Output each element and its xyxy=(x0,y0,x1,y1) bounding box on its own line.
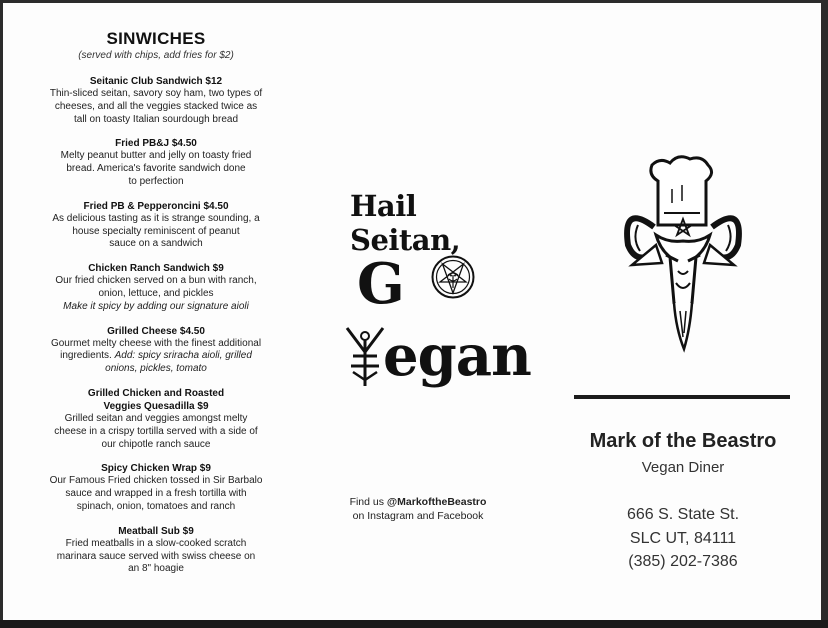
menu-title: SINWICHES xyxy=(106,29,206,48)
menu-item-desc-line: Melty peanut butter and jelly on toasty fried xyxy=(60,150,252,162)
menu-item-desc-line: house specialty reminiscent of peanut xyxy=(72,225,240,237)
menu-item-desc-line: cheese in a crispy tortilla served with a side of xyxy=(54,425,258,437)
menu-item xyxy=(36,325,276,376)
social-info xyxy=(343,495,493,523)
address-city: SLC UT, 84111 xyxy=(629,530,737,547)
menu-item-name: Grilled Chicken and Roasted xyxy=(87,387,225,399)
sigil-of-baphomet-icon xyxy=(431,255,475,299)
menu-item-desc-line: Our fried chicken served on a bun with ranch, xyxy=(55,275,257,287)
instagram-handle: @MarkoftheBeastro xyxy=(386,496,487,508)
menu-item-desc-line: Fried meatballs in a slow-cooked scratch xyxy=(65,537,247,549)
menu-item xyxy=(36,262,276,313)
slogan-vegan: egan xyxy=(383,323,531,389)
menu-item-note: Make it spicy by adding our signature aioli xyxy=(63,300,249,312)
goat-chef-icon xyxy=(618,153,748,353)
menu-item xyxy=(36,387,276,451)
social-platforms: on Instagram and Facebook xyxy=(352,510,484,522)
slogan-panel xyxy=(303,3,533,623)
menu-item xyxy=(36,462,276,513)
menu-item-name: Meatball Sub $9 xyxy=(118,525,194,537)
menu-item-desc-line: Grilled seitan and veggies amongst melty xyxy=(64,412,248,424)
menu-item-desc-line: As delicious tasting as it is strange sounding, a xyxy=(52,212,260,224)
menu-item xyxy=(36,137,276,188)
menu-item-name: Veggies Quesadilla $9 xyxy=(103,400,209,412)
menu-item-note: Add: spicy sriracha aioli, grilled xyxy=(114,350,252,362)
divider-line xyxy=(574,395,790,399)
address-street: 666 S. State St. xyxy=(626,506,740,523)
menu-item-name: Chicken Ranch Sandwich $9 xyxy=(88,263,224,275)
menu-subtitle: (served with chips, add fries for $2) xyxy=(78,50,234,61)
menu-item-desc-line: our chipotle ranch sauce xyxy=(101,438,211,450)
menu-item-desc-line: marinara sauce served with swiss cheese on xyxy=(56,550,256,562)
menu-item-desc-text: Gourmet melty cheese with the finest additional xyxy=(50,337,262,349)
background-edge xyxy=(0,620,828,628)
menu-item-desc-line: sauce and wrapped in a fresh tortilla with xyxy=(65,488,247,500)
menu-item-desc-line: Thin-sliced seitan, savory soy ham, two types of xyxy=(49,88,263,99)
menu-item-name: Fried PB & Pepperoncini $4.50 xyxy=(83,200,229,212)
social-prefix: Find us xyxy=(349,496,387,508)
menu-sheet xyxy=(3,3,821,620)
menu-item-desc-line: spinach, onion, tomatoes and ranch xyxy=(76,500,236,512)
menu-item-desc-line: onion, lettuce, and pickles xyxy=(98,287,214,299)
menu-item-desc-line: tall on toasty Italian sourdough bread xyxy=(74,113,238,125)
menu-item-desc-line: to perfection xyxy=(128,175,184,187)
business-type: Vegan Diner xyxy=(641,459,725,476)
slogan-go-letter-g: G xyxy=(357,251,405,317)
menu-item-desc-line: sauce on a sandwich xyxy=(109,238,203,250)
menu-item-name: Grilled Cheese $4.50 xyxy=(107,325,205,337)
business-name: Mark of the Beastro xyxy=(589,430,777,452)
menu-item xyxy=(36,200,276,251)
menu-item-name: Seitanic Club Sandwich $12 xyxy=(89,76,223,87)
leviathan-cross-icon xyxy=(343,326,387,388)
menu-item-desc-line: cheeses, and all the veggies stacked twice as xyxy=(54,100,258,112)
menu-item-desc-line: an 8" hoagie xyxy=(128,563,184,575)
phone-number: (385) 202-7386 xyxy=(628,553,738,570)
sinwiches-menu xyxy=(36,29,276,587)
menu-item-note: onions, pickles, tomato xyxy=(105,363,207,375)
menu-item-desc-line: Our Famous Fried chicken tossed in Sir Barbalo xyxy=(49,475,263,487)
menu-item-desc-line xyxy=(36,350,276,363)
branding-panel xyxy=(563,3,803,623)
menu-item-desc-text: ingredients. xyxy=(60,350,112,362)
menu-item xyxy=(36,75,276,126)
menu-item-desc-line xyxy=(36,338,276,351)
slogan-hail-seitan: Hail Seitan, xyxy=(350,189,461,257)
menu-item-desc-line: bread. America's favorite sandwich done xyxy=(66,163,246,175)
menu-item xyxy=(36,525,276,576)
menu-item-name: Spicy Chicken Wrap $9 xyxy=(101,463,211,475)
menu-item-name: Fried PB&J $4.50 xyxy=(115,138,197,150)
